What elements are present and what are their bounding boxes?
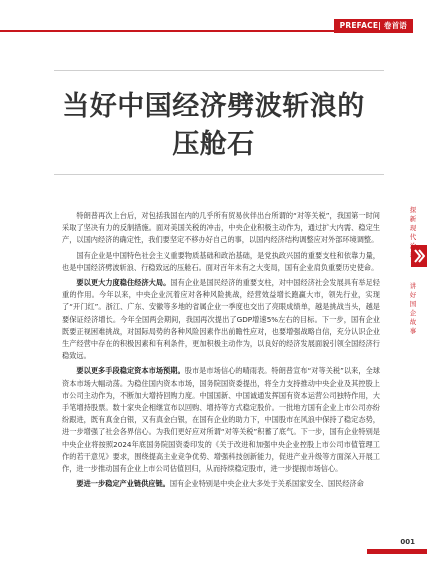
- paragraph-1: 特朗普再次上台后，对包括我国在内的几乎所有贸易伙伴出台所谓的“对等关税”，我国第一时间采取了坚决有力的反制措施。面对美国关税的冲击，中央企业积极主动作为，通过扩大内需、稳定生产，以国内经济的确定性，我们要坚定不移办好自己的事，以国内经济结构调整应对外部环境调整。: [62, 211, 380, 245]
- sidebar-label-top: 探新现代: [409, 206, 417, 241]
- page-title-line2: 压舱石: [172, 129, 255, 160]
- title-top-rule: [54, 70, 384, 71]
- paragraph-lead: 要以更大力度稳住经济大局。: [76, 278, 171, 288]
- article-body: [62, 210, 380, 493]
- paragraph-5: 要进一步稳定产业链供应链。国有企业特别是中央企业大多处于关系国家安全、国民经济命: [76, 479, 364, 489]
- paragraph-lead: 要以更多手段稳定资本市场预期。: [76, 366, 185, 376]
- page-number-bar: [367, 549, 427, 554]
- paragraph-3: 要以更大力度稳住经济大局。国有企业是国民经济的重要支柱，对中国经济社会发展具有举足轻重的作用。今年以来，中央企业沉着应对各种风险挑战，经营效益增长跑赢大市，领先行业，实现了“开门红”。浙江、广东、安徽等多地的省属企业一季度也交出了亮眼成绩单，越是挑战当头，越是要保证经济增长。今年全国两会期间，我国再次提出了GDP增速5%左右的目标。下一步，国有企业既要正视困难挑战，对国际局势的各种风险因素作出前瞻性应对，也要增强战略自信，充分认识企业生产经营中存在的积极因素和有利条件，更加积极主动作为，以良好的经济发展面貌引领全国经济行稳致远。: [62, 278, 380, 361]
- preface-badge: PREFACE| 卷首语: [334, 19, 413, 33]
- paragraph-4: 要以更多手段稳定资本市场预期。股市是市场信心的晴雨表。特朗普宣布“对等关税”以来，全球资本市场大幅动荡。为稳住国内资本市场，国务院国资委提出，将全力支持推动中央企业及其控股上市公司主动作为，不断加大增持回购力度。中国国新、中国诚通发挥国有资本运营公司独特作用，大手笔增持股票。数十家央企相继宣布以回购、增持等方式稳定股价。一批地方国有企业上市公司亦纷纷跟进，既有真金白银，又有真金白银，在国有企业的助力下，中国股市在风浪中保持了稳定态势，进一步增强了社会各界信心。为我们更好应对所谓“对等关税”积蓄了底气。下一步，国有企业特别是中央企业将按照2024年底国务院国资委印发的《关于改进和加强中央企业控股上市公司市值管理工作的若干意见》要求，围绕提高主业竞争优势、增强科技创新能力，促进产业升级等方面深入开展工作，进一步推动国有企业上市公司估值回归，从而持续稳定股市，进一步提振市场信心。: [62, 366, 380, 474]
- chevron-right-icon[interactable]: [411, 245, 427, 267]
- paragraph-lead: 要进一步稳定产业链供应链。: [76, 479, 170, 489]
- sidebar-label-bottom: 讲好国企故事: [409, 282, 417, 335]
- paragraph-2: 国有企业是中国特色社会主义重要物质基础和政治基础，是党执政兴国的重要支柱和依靠力量，也是中国经济劈波斩浪、行稳致远的压舱石。面对百年未有之大变局，国有企业肩负重要历史使命。: [62, 250, 380, 272]
- page-title-line1: 当好中国经济劈波斩浪的: [62, 91, 365, 122]
- title-bottom-rule: [54, 174, 384, 175]
- page-number: 001: [400, 538, 415, 546]
